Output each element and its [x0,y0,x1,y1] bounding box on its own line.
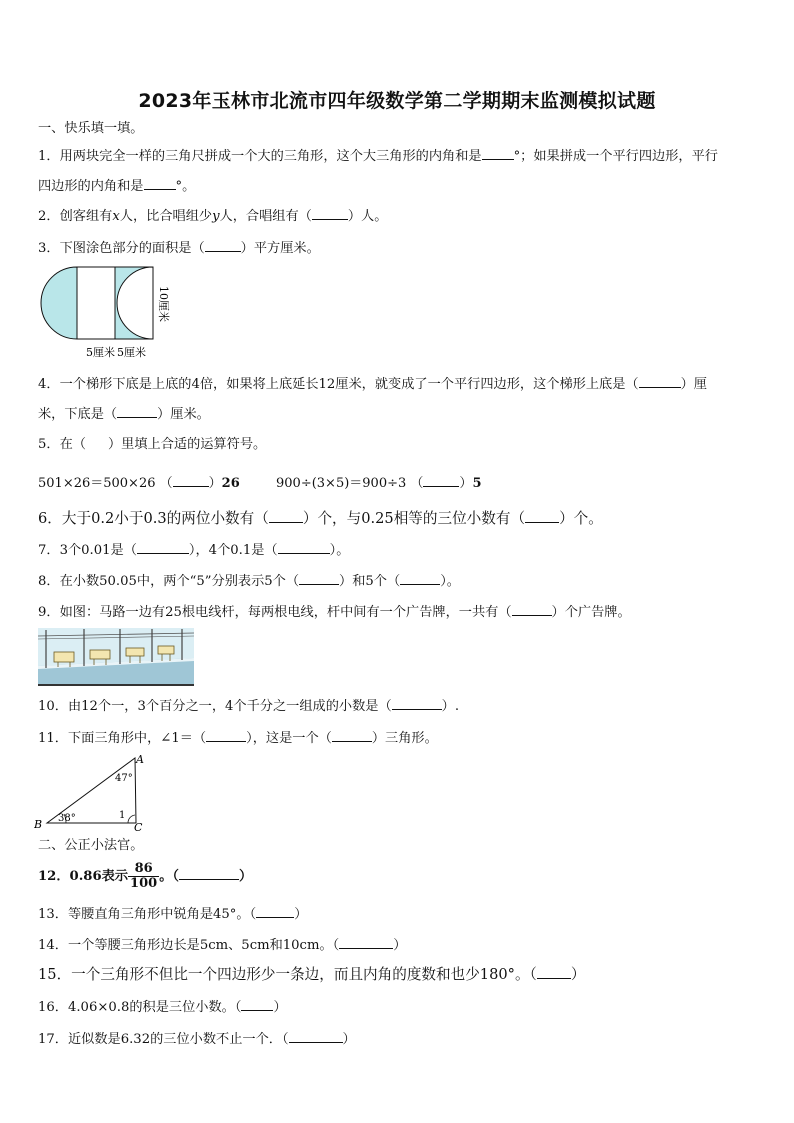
answer-blank[interactable] [299,572,339,585]
shaded-area-figure [36,264,176,362]
question-6: 6．大于0.2小于0.3的两位小数有（ ）个，与0.25相等的三位小数有（ ）个。 [38,510,603,527]
question-12: 12．0.86表示 $\frac{86}{100}$ 。（ ） [38,861,253,891]
fraction: $\frac{86}{100}$ [130,861,158,891]
question-5-expression-1: 501×26＝500×26 （ ）26 [38,476,240,491]
question-13: 13．等腰直角三角形中锐角是45°。（ ） [38,907,308,922]
answer-blank[interactable] [525,510,559,523]
section-heading-2: 二、公正小法官。 [38,838,144,853]
left-semicircle-shaded [41,267,77,339]
answer-blank[interactable] [241,998,273,1011]
angle-1-label: 1 [119,810,126,821]
answer-blank[interactable] [392,697,442,710]
triangle-figure [34,752,146,832]
question-1-line-1: 1．用两块完全一样的三角尺拼成一个大的三角形，这个大三角形的内角和是 °；如果拼成一个平行四边形，平行 [38,149,718,164]
question-15: 15．一个三角形不但比一个四边形少一条边，而且内角的度数和也少180°。（ ） [38,966,586,983]
question-1-line-2: 四边形的内角和是 °。 [38,179,196,194]
question-10: 10．由12个一，3个百分之一，4个千分之一组成的小数是（ ）. [38,699,460,714]
question-5-expression-2: 900÷(3×5)＝900÷3 （ ）5 [276,476,482,491]
answer-blank[interactable] [269,510,303,523]
question-4-line-2: 米，下底是（ ）厘米。 [38,407,210,422]
width-label-2: 5厘米 [117,346,146,359]
answer-blank[interactable] [278,541,330,554]
question-7: 7．3个0.01是（ ），4个0.1是（ ）。 [38,543,350,558]
answer-blank[interactable] [256,905,294,918]
question-2: 2．创客组有x人，比合唱组少y人，合唱组有（ ）人。 [38,209,388,224]
answer-blank[interactable] [137,541,189,554]
question-14: 14．一个等腰三角形边长是5cm、5cm和10cm。（ ） [38,938,407,953]
question-5: 5．在（ ）里填上合适的运算符号。 [38,437,267,452]
angle-b-label: 38° [58,813,76,824]
answer-blank[interactable] [512,603,552,616]
answer-blank[interactable] [179,867,239,880]
answer-blank[interactable] [639,375,681,388]
answer-blank[interactable] [332,729,372,742]
answer-blank[interactable] [537,966,571,979]
page-title: 2023年玉林市北流市四年级数学第二学期期末监测模拟试题 [138,90,656,112]
question-11: 11．下面三角形中，∠1＝（ ），这是一个（ ）三角形。 [38,731,438,746]
answer-blank[interactable] [206,729,246,742]
height-label: 10厘米 [157,286,170,322]
road-billboard-illustration [38,628,194,686]
question-16: 16．4.06×0.8的积是三位小数。（ ） [38,1000,287,1015]
vertex-a-label: A [136,753,144,766]
answer-blank[interactable] [312,207,348,220]
white-rectangle [77,267,115,339]
question-3: 3．下图涂色部分的面积是（ ）平方厘米。 [38,241,320,256]
answer-blank[interactable] [482,147,514,160]
question-4-line-1: 4．一个梯形下底是上底的4倍，如果将上底延长12厘米，就变成了一个平行四边形，这个梯形上底是（ ）厘 [38,377,707,392]
vertex-c-label: C [134,821,143,832]
angle-a-label: 47° [115,773,133,784]
section-heading-1: 一、快乐填一填。 [38,121,144,136]
question-17: 17．近似数是6.32的三位小数不止一个．（ ） [38,1032,356,1047]
answer-blank[interactable] [117,405,157,418]
vertex-b-label: B [34,818,43,831]
answer-blank[interactable] [173,474,209,487]
width-label-1: 5厘米 [86,346,115,359]
question-9: 9．如图：马路一边有25根电线杆，每两根电线，杆中间有一个广告牌，一共有（ ）个广告牌。 [38,605,631,620]
answer-blank[interactable] [289,1030,343,1043]
answer-blank[interactable] [423,474,459,487]
answer-blank[interactable] [400,572,440,585]
answer-blank[interactable] [205,239,241,252]
question-8: 8．在小数50.05中，两个“5”分别表示5个（ ）和5个（ ）。 [38,574,460,589]
answer-blank[interactable] [144,177,176,190]
answer-blank[interactable] [339,936,393,949]
